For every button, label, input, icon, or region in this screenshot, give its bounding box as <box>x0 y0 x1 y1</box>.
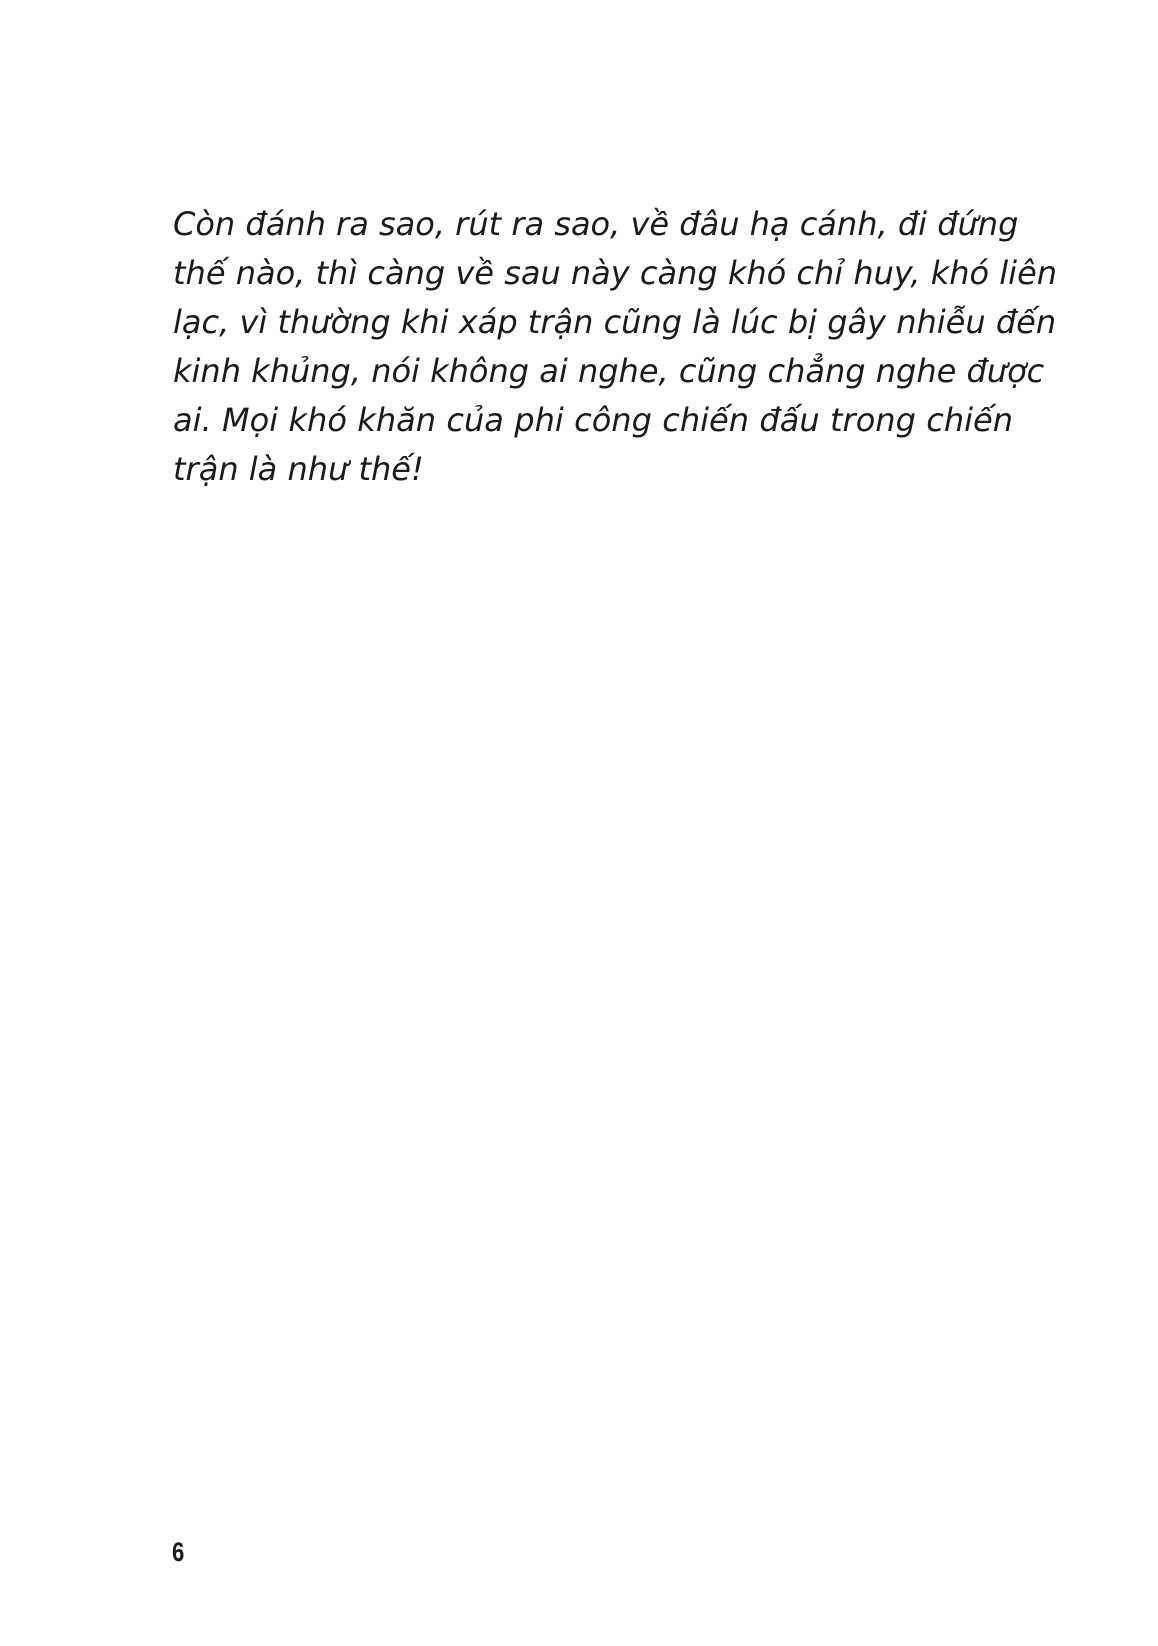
paragraph-line: Còn đánh ra sao, rút ra sao, về đâu hạ cánh, đi đứng <box>173 205 1019 243</box>
paragraph-line: lạc, vì thường khi xáp trận cũng là lúc bị gây nhiễu đến <box>173 303 1057 341</box>
paragraph-line: thế nào, thì càng về sau này càng khó chỉ huy, khó liên <box>173 254 1058 292</box>
paragraph-line: kinh khủng, nói không ai nghe, cũng chẳng nghe được <box>173 352 1045 390</box>
paragraph-line: trận là như thế! <box>173 450 424 488</box>
body-paragraph <box>173 200 1058 494</box>
paragraph-line: ai. Mọi khó khăn của phi công chiến đấu trong chiến <box>173 401 1013 439</box>
page-number: 6 <box>172 1537 185 1567</box>
